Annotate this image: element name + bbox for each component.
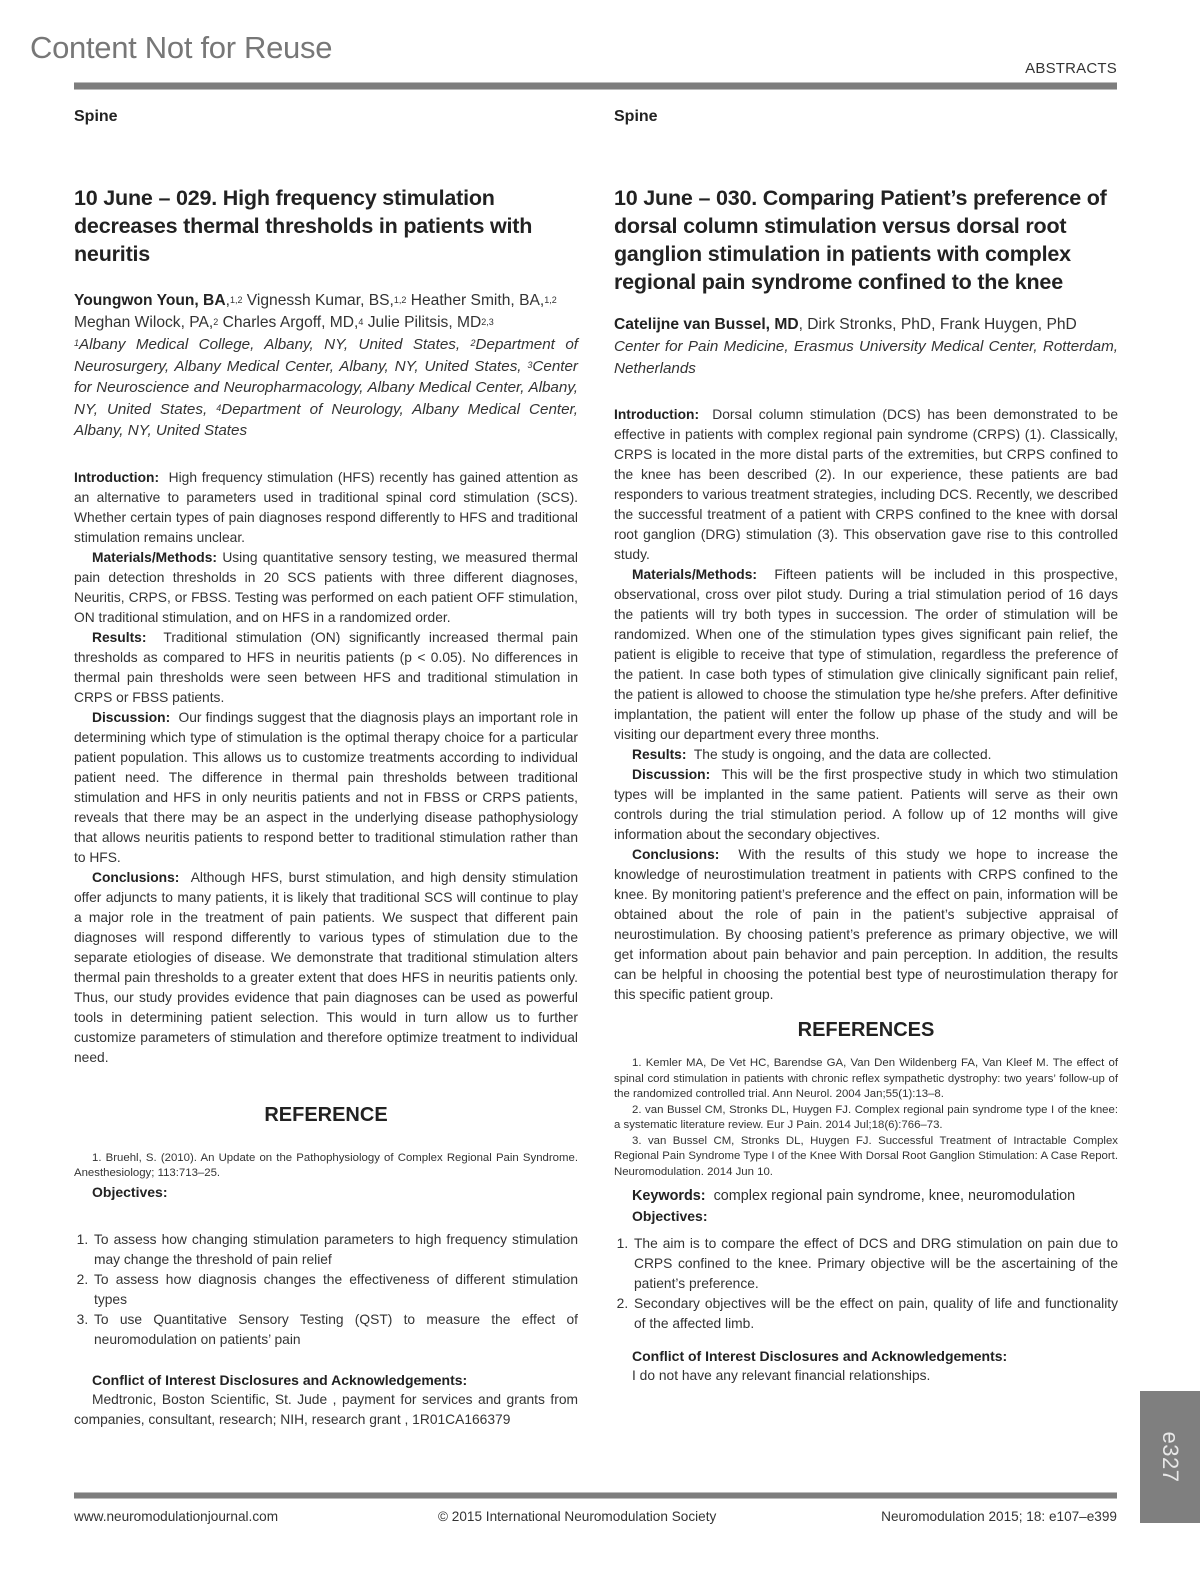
- objectives-list: [614, 1234, 1118, 1334]
- footer-copyright: © 2015 International Neuromodulation Society: [438, 1509, 717, 1524]
- affiliation: Department of Neurosurgery, Albany Medical Center, Albany, NY, United States,: [74, 336, 578, 375]
- author: , Dirk Stronks, PhD, Frank Huygen, PhD: [798, 316, 1077, 333]
- section-results: [74, 628, 578, 708]
- coi-paragraph: Medtronic, Boston Scientific, St. Jude , payment for services and grants from companies, consultant, research; NIH, research grant , 1R01CA166379: [74, 1391, 578, 1427]
- section-label: Conclusions:: [92, 869, 180, 885]
- section-label: Discussion:: [92, 709, 171, 725]
- affil-sup: 2: [470, 338, 476, 348]
- author-sup: 2,3: [481, 317, 494, 327]
- abstract-title: 10 June – 029. High frequency stimulation decreases thermal thresholds in patients with neuritis: [74, 186, 533, 266]
- reference-item: 1. Kemler MA, De Vet HC, Barendse GA, Van Den Wildenberg FA, Van Kleef M. The effect of spinal cord stimulation in patients with chronic reflex sympathetic dystrophy: two years’ follow-up of the randomized controlled trial. Ann Neurol. 2004 Jan;55(1):13–8.: [614, 1057, 1118, 1100]
- author: Vignessh Kumar, BS,: [246, 292, 394, 309]
- lead-author: Youngwon Youn, BA: [74, 292, 226, 309]
- section-text: Our findings suggest that the diagnosis plays an important role in determining which type of stimulation is the optimal therapy choice for a particular patient population. This allows us to customize treatments according to individual patient need. The difference in thermal pain thresholds between traditional stimulation and HFS in only neuritis patients and not in FBSS or CRPS patients, reveals that there may be an aspect in the underlying disease pathophysiology that allows neuritis patients to respond better to traditional stimulation rather than to HFS.: [74, 709, 578, 865]
- section-conclusions: [74, 868, 578, 1068]
- section-text: Dorsal column stimulation (DCS) has been demonstrated to be effective in patients with complex regional pain syndrome (CRPS) (1). Classically, CRPS is located in the more distal parts of the extremities, but CRPS confined to the knee has been described (2). In our experience, these patients are bad responders to various treatment strategies, including DCS. Recently, we described the successful treatment of a patient with CRPS confined to the knee with dorsal root ganglion (DRG) stimulation (3). This observation gave rise to this controlled study.: [614, 407, 1118, 562]
- section-text: Traditional stimulation (ON) significantly increased thermal pain thresholds as compared to HFS in neuritis patients (p < 0.05). No differences in thermal pain thresholds were seen between HFS and traditional stimulation in CRPS or FBSS patients.: [74, 629, 578, 705]
- abstract-030: [614, 108, 1118, 1386]
- objectives-list: [74, 1230, 578, 1350]
- author: Julie Pilitsis, MD: [367, 314, 482, 331]
- section-label: Materials/Methods:: [632, 567, 757, 582]
- author-sup: 1,2: [544, 295, 557, 305]
- affiliation: Albany Medical College, Albany, NY, United States,: [79, 336, 471, 353]
- section-text: Using quantitative sensory testing, we measured thermal pain detection thresholds in 20 SCS patients with three different diagnoses, Neuritis, CRPS, or FBSS. Testing was performed on each patient OFF stimulation, ON traditional stimulation, and on HFS in a randomized order.: [74, 549, 578, 625]
- coi-text: [74, 1390, 578, 1430]
- reference-list: [614, 1056, 1118, 1180]
- author-sup: 1,2: [229, 295, 243, 305]
- section-conclusions: [614, 845, 1118, 1005]
- affiliation: Center for Pain Medicine, Erasmus University Medical Center, Rotterdam, Netherlands: [614, 338, 1118, 377]
- author-list: [614, 314, 1118, 336]
- reference-item: 2. van Bussel CM, Stronks DL, Huygen FJ. Complex regional pain syndrome type I of the knee: a systematic literature review. Eur J Pain. 2014 Jul;18(6):766–73.: [614, 1103, 1118, 1131]
- abstract-title: 10 June – 030. Comparing Patient’s preference of dorsal column stimulation versus dorsal root ganglion stimulation in patients with complex regional pain syndrome confined to the knee: [614, 186, 1107, 294]
- category-label: Spine: [74, 108, 118, 125]
- author: Charles Argoff, MD,: [222, 314, 359, 331]
- affil-sup: 3: [527, 359, 533, 370]
- reference-item: 1. Bruehl, S. (2010). An Update on the Pathophysiology of Complex Regional Pain Syndrome. Anesthesiology; 113:713–25.: [74, 1151, 578, 1179]
- footer-website[interactable]: www.neuromodulationjournal.com: [74, 1509, 279, 1524]
- reference-heading: REFERENCE: [264, 1103, 388, 1126]
- objective-item: 1. To assess how changing stimulation parameters to high frequency stimulation may change the threshold of pain relief: [92, 1230, 578, 1270]
- abstract-body: [614, 405, 1118, 1005]
- section-methods: [74, 548, 578, 628]
- section-label: Discussion:: [632, 767, 711, 782]
- section-text: This will be the first prospective study in which two stimulation types will be implanted in the same patient. Patients will serve as their own controls during the trial stimulation period. A follow up of 12 months will give information about the secondary objectives.: [614, 767, 1119, 842]
- coi-heading: Conflict of Interest Disclosures and Acknowledgements:: [632, 1348, 1008, 1364]
- author: Meghan Wilock, PA,: [74, 314, 214, 331]
- objective-item: 1. The aim is to compare the effect of DCS and DRG stimulation on pain due to CRPS confined to the knee. Primary objective will be the ascertaining of the patient’s preference.: [632, 1234, 1118, 1294]
- section-label: Introduction:: [74, 469, 160, 485]
- watermark: Content Not for Reuse: [30, 30, 333, 65]
- section-label: Results:: [92, 629, 147, 645]
- section-text: Fifteen patients will be included in this prospective, observational, cross over pilot study. During a trial stimulation period of 16 days the patients will try both types in succession. The order of stimulation will be randomized. When one of the stimulation types gives significant pain relief, the patient is eligible to receive that type of stimulation, regardless the preference of the patient. In case both types of stimulation give clinically significant pain relief, the patient is allowed to choose the stimulation type he/she prefers. After definitive implantation, the patient will enter the follow up phase of the study and will be visiting our department every three months.: [614, 567, 1118, 742]
- references-heading: REFERENCES: [797, 1019, 935, 1041]
- affiliation: Department of Neurology, Albany Medical Center, Albany, NY, United States: [74, 400, 578, 439]
- section-text: The study is ongoing, and the data are collected.: [693, 747, 992, 762]
- page-number: e327: [1158, 1431, 1183, 1483]
- footer-rule: [74, 1492, 1117, 1499]
- author-sup: 2: [213, 317, 219, 327]
- section-label: Results:: [632, 747, 687, 762]
- section-label: Introduction:: [614, 407, 700, 422]
- footer-citation: Neuromodulation 2015; 18: e107–e399: [881, 1509, 1117, 1524]
- objective-item: 3. To use Quantitative Sensory Testing (QST) to measure the effect of neuromodulation on patients’ pain: [92, 1310, 578, 1350]
- section-label: ABSTRACTS: [1025, 60, 1117, 77]
- lead-author: Catelijne van Bussel, MD: [614, 316, 799, 333]
- section-text: High frequency stimulation (HFS) recently has gained attention as an alternative to parameters used in traditional spinal cord stimulation (SCS). Whether certain types of pain diagnoses respond differently to HFS and traditional stimulation remains unclear.: [74, 469, 578, 545]
- keywords-label: Keywords:: [632, 1188, 706, 1204]
- affiliations: [74, 334, 578, 442]
- keywords-text: complex regional pain syndrome, knee, neuromodulation: [713, 1188, 1076, 1204]
- header-rule: [74, 82, 1117, 90]
- section-discussion: [74, 708, 578, 868]
- category-label: Spine: [614, 108, 658, 125]
- objectives-heading: Objectives:: [632, 1208, 708, 1224]
- section-methods: [614, 565, 1118, 745]
- author-sup: 4: [358, 317, 364, 327]
- author-sup: 1,2: [393, 295, 407, 305]
- affiliation: Center for Neuroscience and Neuropharmacology, Albany Medical Center, Albany, NY, United States,: [74, 357, 578, 418]
- section-discussion: [614, 765, 1118, 845]
- objective-item: 2. To assess how diagnosis changes the effectiveness of different stimulation types: [92, 1270, 578, 1310]
- section-label: Materials/Methods:: [92, 549, 217, 565]
- affil-sup: 4: [216, 402, 222, 413]
- abstract-029: [74, 108, 578, 1430]
- reference-item: 3. van Bussel CM, Stronks DL, Huygen FJ. Successful Treatment of Intractable Complex Regional Pain Syndrome Type I of the Knee With Dorsal Root Ganglion Stimulation: A Case Report. Neuromodulation. 2014 Jun 10.: [614, 1134, 1118, 1178]
- affil-sup: 1: [74, 338, 80, 348]
- section-text: Although HFS, burst stimulation, and high density stimulation offer adjuncts to many patients, it is likely that traditional SCS will continue to play a major role in the treatment of pain patients. We suspect that different pain diagnoses will respond differently to various types of stimulation due to the separate etiologies of disease. We demonstrate that traditional stimulation alters thermal pain thresholds to a greater extent that does HFS in neuritis patients only. Thus, our study provides evidence that pain diagnoses can be used as powerful tools in determining patient selection. This would in turn allow us to further customize parameters of stimulation and therefore optimize treatment to individual need.: [74, 869, 578, 1065]
- coi-text: I do not have any relevant financial relationships.: [632, 1368, 931, 1383]
- keywords: [614, 1186, 1118, 1206]
- section-label: Conclusions:: [632, 847, 720, 862]
- section-results: [614, 745, 1118, 765]
- objectives-heading: Objectives:: [92, 1183, 168, 1200]
- section-text: With the results of this study we hope to increase the knowledge of neurostimulation treatment in patients with CRPS confined to the knee. By monitoring patient’s preference and the effect on pain, information will be obtained about the role of pain in the patient’s subjective appraisal of neurostimulation. By choosing patient’s preference as primary objective, we will get information about pain behavior and pain perception. In addition, the results can be helpful in choosing the potential best type of neurostimulation therapy for this specific patient group.: [614, 847, 1118, 1002]
- coi-heading: Conflict of Interest Disclosures and Acknowledgements:: [92, 1371, 468, 1388]
- abstract-body: [74, 468, 578, 1068]
- section-introduction: [614, 405, 1118, 565]
- author: Heather Smith, BA,: [410, 292, 545, 309]
- section-introduction: [74, 468, 578, 548]
- author-list: Youngwon Youn, BA,$^{1,2}$ Vignessh Kumar, BS,$^{1,2}$ Heather Smith, BA,$^{1,2}$ Meghan Wilock, PA,$^2$ Charles Argoff, MD,$^4$ Julie Pilitsis, MD$^{2,3}$: [74, 292, 557, 331]
- objective-item: 2. Secondary objectives will be the effect on pain, quality of life and functionality of the affected limb.: [632, 1294, 1118, 1334]
- reference-list: [74, 1151, 578, 1182]
- page-number-tab: [1140, 1391, 1200, 1523]
